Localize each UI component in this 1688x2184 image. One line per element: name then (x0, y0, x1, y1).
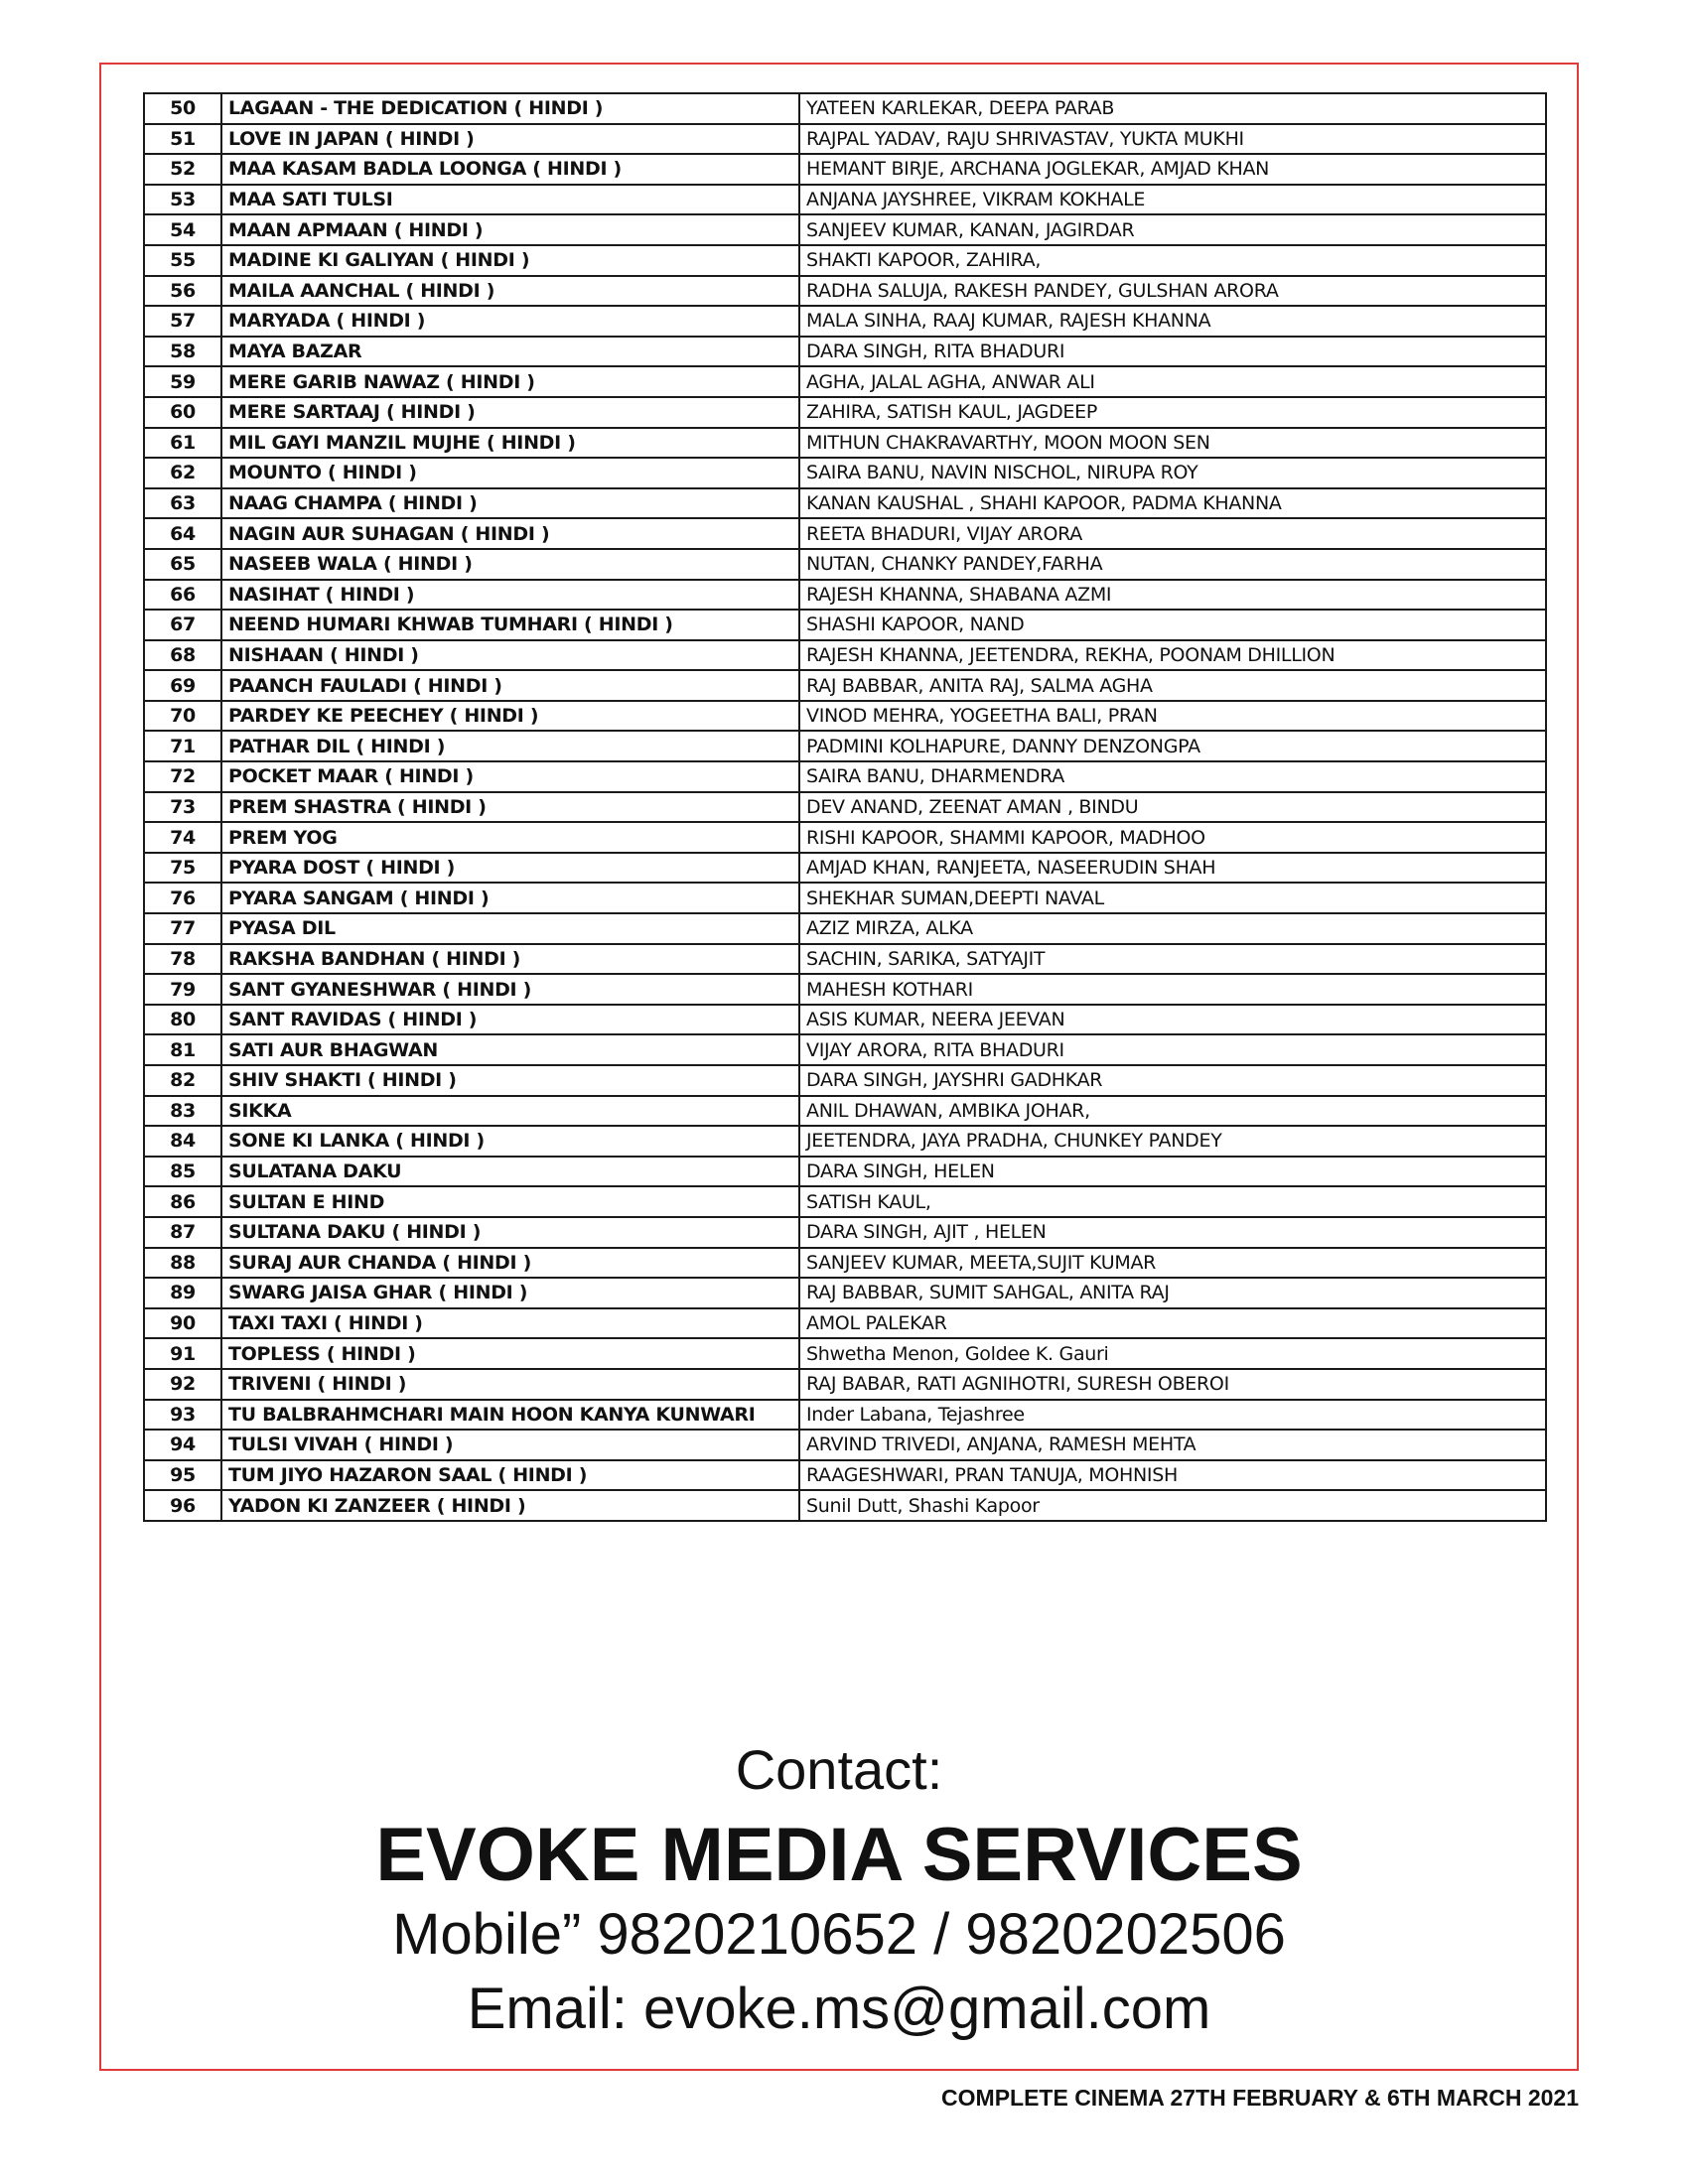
film-cast: RAJ BABAR, RATI AGNIHOTRI, SURESH OBEROI (799, 1369, 1546, 1400)
film-number: 86 (144, 1186, 221, 1217)
table-row (144, 1278, 1546, 1308)
table-row (144, 306, 1546, 337)
film-number: 65 (144, 549, 221, 580)
film-title: NAAG CHAMPA ( HINDI ) (221, 488, 799, 519)
table-row (144, 1157, 1546, 1187)
film-number: 61 (144, 428, 221, 459)
film-number: 87 (144, 1217, 221, 1248)
film-cast: SAIRA BANU, NAVIN NISCHOL, NIRUPA ROY (799, 458, 1546, 488)
table-row (144, 549, 1546, 580)
film-cast: DEV ANAND, ZEENAT AMAN , BINDU (799, 792, 1546, 823)
footer-issue-line: COMPLETE CINEMA 27TH FEBRUARY & 6TH MARCH 2021 (941, 2085, 1579, 2111)
film-number: 89 (144, 1278, 221, 1308)
film-cast: AMOL PALEKAR (799, 1308, 1546, 1339)
film-cast: Inder Labana, Tejashree (799, 1400, 1546, 1431)
film-number: 70 (144, 701, 221, 732)
film-title: LAGAAN - THE DEDICATION ( HINDI ) (221, 93, 799, 124)
film-title: PYASA DIL (221, 913, 799, 944)
film-number: 60 (144, 397, 221, 428)
film-title: MAAN APMAAN ( HINDI ) (221, 214, 799, 245)
film-title: SULTAN E HIND (221, 1186, 799, 1217)
film-cast: SACHIN, SARIKA, SATYAJIT (799, 944, 1546, 975)
film-cast: ZAHIRA, SATISH KAUL, JAGDEEP (799, 397, 1546, 428)
film-title: NASEEB WALA ( HINDI ) (221, 549, 799, 580)
company-name: EVOKE MEDIA SERVICES (375, 1813, 1303, 1897)
film-number: 56 (144, 276, 221, 307)
film-cast: DARA SINGH, RITA BHADURI (799, 337, 1546, 367)
table-row (144, 580, 1546, 611)
film-title: NISHAAN ( HINDI ) (221, 640, 799, 671)
film-title: PREM YOG (221, 822, 799, 853)
film-cast: SAIRA BANU, DHARMENDRA (799, 761, 1546, 792)
table-row (144, 214, 1546, 245)
film-cast: ARVIND TRIVEDI, ANJANA, RAMESH MEHTA (799, 1430, 1546, 1460)
table-row (144, 1126, 1546, 1157)
film-title: TRIVENI ( HINDI ) (221, 1369, 799, 1400)
film-title: YADON KI ZANZEER ( HINDI ) (221, 1490, 799, 1521)
film-cast: SATISH KAUL, (799, 1186, 1546, 1217)
film-cast: ANIL DHAWAN, AMBIKA JOHAR, (799, 1096, 1546, 1127)
film-title: PATHAR DIL ( HINDI ) (221, 731, 799, 761)
film-number: 52 (144, 154, 221, 185)
film-cast: MALA SINHA, RAAJ KUMAR, RAJESH KHANNA (799, 306, 1546, 337)
table-row (144, 1338, 1546, 1369)
table-row (144, 1369, 1546, 1400)
film-cast: RAJ BABBAR, ANITA RAJ, SALMA AGHA (799, 670, 1546, 701)
film-number: 74 (144, 822, 221, 853)
film-title: NAGIN AUR SUHAGAN ( HINDI ) (221, 518, 799, 549)
film-title: SIKKA (221, 1096, 799, 1127)
table-row (144, 883, 1546, 913)
table-row (144, 124, 1546, 155)
film-cast: HEMANT BIRJE, ARCHANA JOGLEKAR, AMJAD KHAN (799, 154, 1546, 185)
film-cast: DARA SINGH, AJIT , HELEN (799, 1217, 1546, 1248)
film-number: 63 (144, 488, 221, 519)
film-cast: RAJPAL YADAV, RAJU SHRIVASTAV, YUKTA MUKHI (799, 124, 1546, 155)
film-number: 75 (144, 853, 221, 884)
film-title: SANT RAVIDAS ( HINDI ) (221, 1005, 799, 1035)
table-row (144, 245, 1546, 276)
film-number: 59 (144, 366, 221, 397)
film-cast: ANJANA JAYSHREE, VIKRAM KOKHALE (799, 185, 1546, 215)
film-title: NASIHAT ( HINDI ) (221, 580, 799, 611)
film-title: NEEND HUMARI KHWAB TUMHARI ( HINDI ) (221, 610, 799, 640)
film-cast: RAJESH KHANNA, JEETENDRA, REKHA, POONAM DHILLION (799, 640, 1546, 671)
film-cast: RISHI KAPOOR, SHAMMI KAPOOR, MADHOO (799, 822, 1546, 853)
film-title: SANT GYANESHWAR ( HINDI ) (221, 974, 799, 1005)
table-row (144, 853, 1546, 884)
film-cast: DARA SINGH, JAYSHRI GADHKAR (799, 1065, 1546, 1096)
email-address: Email: evoke.ms@gmail.com (467, 1977, 1211, 2041)
table-row (144, 1217, 1546, 1248)
table-row (144, 913, 1546, 944)
table-row (144, 792, 1546, 823)
table-row (144, 154, 1546, 185)
film-title: TOPLESS ( HINDI ) (221, 1338, 799, 1369)
film-number: 53 (144, 185, 221, 215)
film-cast: REETA BHADURI, VIJAY ARORA (799, 518, 1546, 549)
table-row (144, 1400, 1546, 1431)
film-title: POCKET MAAR ( HINDI ) (221, 761, 799, 792)
table-row (144, 276, 1546, 307)
table-row (144, 397, 1546, 428)
film-title: MIL GAYI MANZIL MUJHE ( HINDI ) (221, 428, 799, 459)
film-number: 66 (144, 580, 221, 611)
table-row (144, 1186, 1546, 1217)
contact-label: Contact: (735, 1738, 943, 1801)
film-title: TAXI TAXI ( HINDI ) (221, 1308, 799, 1339)
film-title: SHIV SHAKTI ( HINDI ) (221, 1065, 799, 1096)
table-row (144, 458, 1546, 488)
film-cast: RAJ BABBAR, SUMIT SAHGAL, ANITA RAJ (799, 1278, 1546, 1308)
film-number: 83 (144, 1096, 221, 1127)
film-cast: ASIS KUMAR, NEERA JEEVAN (799, 1005, 1546, 1035)
film-title: PAANCH FAULADI ( HINDI ) (221, 670, 799, 701)
film-title: TULSI VIVAH ( HINDI ) (221, 1430, 799, 1460)
film-number: 93 (144, 1400, 221, 1431)
film-number: 81 (144, 1034, 221, 1065)
film-number: 64 (144, 518, 221, 549)
table-row (144, 670, 1546, 701)
film-number: 67 (144, 610, 221, 640)
film-cast: Sunil Dutt, Shashi Kapoor (799, 1490, 1546, 1521)
film-cast: SHEKHAR SUMAN,DEEPTI NAVAL (799, 883, 1546, 913)
table-row (144, 1248, 1546, 1279)
film-number: 84 (144, 1126, 221, 1157)
film-cast: SHAKTI KAPOOR, ZAHIRA, (799, 245, 1546, 276)
table-row (144, 488, 1546, 519)
table-row (144, 1490, 1546, 1521)
film-number: 90 (144, 1308, 221, 1339)
film-title: MAILA AANCHAL ( HINDI ) (221, 276, 799, 307)
film-number: 77 (144, 913, 221, 944)
film-title: PARDEY KE PEECHEY ( HINDI ) (221, 701, 799, 732)
film-title: TUM JIYO HAZARON SAAL ( HINDI ) (221, 1460, 799, 1491)
film-number: 85 (144, 1157, 221, 1187)
film-cast: AZIZ MIRZA, ALKA (799, 913, 1546, 944)
film-cast: NUTAN, CHANKY PANDEY,FARHA (799, 549, 1546, 580)
film-number: 91 (144, 1338, 221, 1369)
table-row (144, 640, 1546, 671)
film-cast: VINOD MEHRA, YOGEETHA BALI, PRAN (799, 701, 1546, 732)
film-title: PREM SHASTRA ( HINDI ) (221, 792, 799, 823)
film-title: MARYADA ( HINDI ) (221, 306, 799, 337)
table-row (144, 701, 1546, 732)
film-number: 78 (144, 944, 221, 975)
film-cast: Shwetha Menon, Goldee K. Gauri (799, 1338, 1546, 1369)
film-number: 72 (144, 761, 221, 792)
film-cast: RAAGESHWARI, PRAN TANUJA, MOHNISH (799, 1460, 1546, 1491)
film-title: SULATANA DAKU (221, 1157, 799, 1187)
film-number: 80 (144, 1005, 221, 1035)
film-title: PYARA DOST ( HINDI ) (221, 853, 799, 884)
film-number: 54 (144, 214, 221, 245)
film-cast: PADMINI KOLHAPURE, DANNY DENZONGPA (799, 731, 1546, 761)
table-row (144, 337, 1546, 367)
table-row (144, 185, 1546, 215)
film-number: 96 (144, 1490, 221, 1521)
film-number: 51 (144, 124, 221, 155)
film-number: 62 (144, 458, 221, 488)
film-number: 68 (144, 640, 221, 671)
film-cast: KANAN KAUSHAL , SHAHI KAPOOR, PADMA KHANNA (799, 488, 1546, 519)
film-cast: JEETENDRA, JAYA PRADHA, CHUNKEY PANDEY (799, 1126, 1546, 1157)
film-number: 57 (144, 306, 221, 337)
table-row (144, 1065, 1546, 1096)
film-cast: AGHA, JALAL AGHA, ANWAR ALI (799, 366, 1546, 397)
mobile-numbers: Mobile” 9820210652 / 9820202506 (392, 1902, 1286, 1967)
table-row (144, 822, 1546, 853)
table-row (144, 428, 1546, 459)
film-cast: DARA SINGH, HELEN (799, 1157, 1546, 1187)
table-row (144, 974, 1546, 1005)
table-row (144, 518, 1546, 549)
film-cast: AMJAD KHAN, RANJEETA, NASEERUDIN SHAH (799, 853, 1546, 884)
table-row (144, 1308, 1546, 1339)
film-cast: RADHA SALUJA, RAKESH PANDEY, GULSHAN ARORA (799, 276, 1546, 307)
film-cast: MITHUN CHAKRAVARTHY, MOON MOON SEN (799, 428, 1546, 459)
film-cast: SANJEEV KUMAR, MEETA,SUJIT KUMAR (799, 1248, 1546, 1279)
film-cast: YATEEN KARLEKAR, DEEPA PARAB (799, 93, 1546, 124)
film-number: 76 (144, 883, 221, 913)
table-row (144, 1430, 1546, 1460)
film-title: MOUNTO ( HINDI ) (221, 458, 799, 488)
film-title: TU BALBRAHMCHARI MAIN HOON KANYA KUNWARI (221, 1400, 799, 1431)
film-number: 94 (144, 1430, 221, 1460)
film-title: SATI AUR BHAGWAN (221, 1034, 799, 1065)
table-row (144, 93, 1546, 124)
film-number: 82 (144, 1065, 221, 1096)
film-title: MERE GARIB NAWAZ ( HINDI ) (221, 366, 799, 397)
film-title: SONE KI LANKA ( HINDI ) (221, 1126, 799, 1157)
table-row (144, 1096, 1546, 1127)
film-cast: SHASHI KAPOOR, NAND (799, 610, 1546, 640)
film-number: 55 (144, 245, 221, 276)
film-number: 92 (144, 1369, 221, 1400)
table-row (144, 731, 1546, 761)
film-title: PYARA SANGAM ( HINDI ) (221, 883, 799, 913)
table-row (144, 610, 1546, 640)
film-number: 50 (144, 93, 221, 124)
film-rows (144, 93, 1546, 1521)
film-title: MAA SATI TULSI (221, 185, 799, 215)
film-number: 69 (144, 670, 221, 701)
film-number: 79 (144, 974, 221, 1005)
film-title: MERE SARTAAJ ( HINDI ) (221, 397, 799, 428)
table-row (144, 1005, 1546, 1035)
film-title: MADINE KI GALIYAN ( HINDI ) (221, 245, 799, 276)
film-cast: SANJEEV KUMAR, KANAN, JAGIRDAR (799, 214, 1546, 245)
film-title: SULTANA DAKU ( HINDI ) (221, 1217, 799, 1248)
film-number: 71 (144, 731, 221, 761)
film-number: 73 (144, 792, 221, 823)
film-cast: VIJAY ARORA, RITA BHADURI (799, 1034, 1546, 1065)
film-title: MAYA BAZAR (221, 337, 799, 367)
film-cast: MAHESH KOTHARI (799, 974, 1546, 1005)
film-number: 58 (144, 337, 221, 367)
table-row (144, 366, 1546, 397)
film-title: SWARG JAISA GHAR ( HINDI ) (221, 1278, 799, 1308)
film-title: MAA KASAM BADLA LOONGA ( HINDI ) (221, 154, 799, 185)
film-number: 88 (144, 1248, 221, 1279)
film-table (143, 92, 1547, 1522)
film-number: 95 (144, 1460, 221, 1491)
film-title: LOVE IN JAPAN ( HINDI ) (221, 124, 799, 155)
table-row (144, 1460, 1546, 1491)
film-title: RAKSHA BANDHAN ( HINDI ) (221, 944, 799, 975)
film-cast: RAJESH KHANNA, SHABANA AZMI (799, 580, 1546, 611)
table-row (144, 944, 1546, 975)
table-row (144, 761, 1546, 792)
table-row (144, 1034, 1546, 1065)
film-title: SURAJ AUR CHANDA ( HINDI ) (221, 1248, 799, 1279)
